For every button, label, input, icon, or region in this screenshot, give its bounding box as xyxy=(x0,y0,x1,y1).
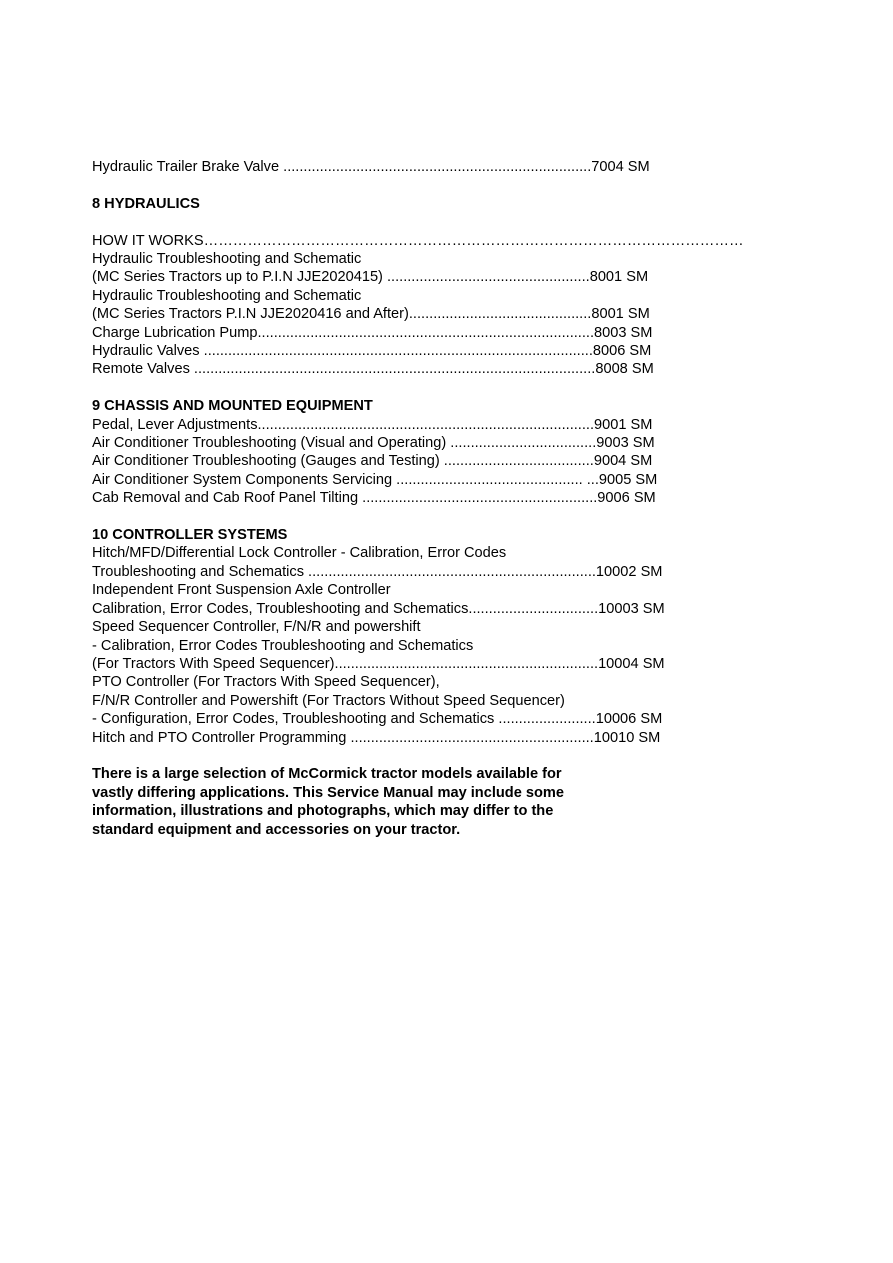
toc-entry-line: Remote Valves ...................................................................................................8008 SM xyxy=(92,361,654,378)
notice-paragraph xyxy=(92,765,732,839)
toc-entry-line: Independent Front Suspension Axle Controller xyxy=(92,582,391,599)
toc-entry-line: Hitch and PTO Controller Programming ............................................................10010 SM xyxy=(92,729,661,746)
toc-entry-line: Hydraulic Troubleshooting and Schematic xyxy=(92,251,362,267)
toc-entry-line: Pedal, Lever Adjustments...................................................................................9001 SM xyxy=(92,416,653,433)
toc-entry-line: HOW IT WORKS………………………………………………………………………………………………… xyxy=(92,232,744,249)
toc-entry-line: Calibration, Error Codes, Troubleshooting and Schematics................................10003 SM xyxy=(92,600,665,617)
spacer xyxy=(92,508,732,526)
toc-sections xyxy=(92,195,744,766)
toc-entry-line: Charge Lubrication Pump...................................................................................8003 SM xyxy=(92,324,653,341)
toc-entry-line: Speed Sequencer Controller, F/N/R and powershift xyxy=(92,619,421,636)
spacer xyxy=(92,747,732,765)
toc-entry-trailer-brake-valve: Hydraulic Trailer Brake Valve ............................................................................7004 SM xyxy=(92,159,650,175)
section-heading: 9 CHASSIS AND MOUNTED EQUIPMENT xyxy=(92,398,373,415)
toc-entry-line: PTO Controller (For Tractors With Speed Sequencer), xyxy=(92,674,440,691)
toc-entry-line: Troubleshooting and Schematics .......................................................................10002 SM xyxy=(92,563,663,580)
toc-entry-line: (MC Series Tractors P.I.N JJE2020416 and After).............................................8001 SM xyxy=(92,306,650,323)
notice-line: standard equipment and accessories on your tractor. xyxy=(92,821,461,838)
toc-entry-line: Air Conditioner Troubleshooting (Visual and Operating) ....................................9003 SM xyxy=(92,435,655,452)
toc-entry-line: Cab Removal and Cab Roof Panel Tilting ..........................................................9006 SM xyxy=(92,490,656,507)
toc-entry-line: F/N/R Controller and Powershift (For Tractors Without Speed Sequencer) xyxy=(92,692,565,709)
notice-line: vastly differing applications. This Service Manual may include some xyxy=(92,784,565,801)
toc-entry-line: Hitch/MFD/Differential Lock Controller - Calibration, Error Codes xyxy=(92,545,507,562)
toc-entry-line: Air Conditioner Troubleshooting (Gauges and Testing) .....................................9004 SM xyxy=(92,453,653,470)
toc-entry-line: - Calibration, Error Codes Troubleshooting and Schematics xyxy=(92,637,474,654)
toc-entry-line: - Configuration, Error Codes, Troubleshooting and Schematics ........................10006 SM xyxy=(92,711,663,728)
section-heading: 8 HYDRAULICS xyxy=(92,195,200,212)
spacer xyxy=(92,176,732,194)
spacer xyxy=(92,213,732,231)
notice-line: There is a large selection of McCormick tractor models available for xyxy=(92,766,562,783)
section-heading: 10 CONTROLLER SYSTEMS xyxy=(92,527,288,544)
toc-entry-line: Hydraulic Valves ................................................................................................8006 SM xyxy=(92,343,652,360)
toc-entry-line: Air Conditioner System Components Servicing .............................................. ...9005 SM xyxy=(92,471,658,488)
notice-line: information, illustrations and photographs, which may differ to the xyxy=(92,803,554,820)
toc-entry-line: (For Tractors With Speed Sequencer).................................................................10004 SM xyxy=(92,655,665,672)
spacer xyxy=(92,379,732,397)
toc-entry-line: (MC Series Tractors up to P.I.N JJE2020415) ..................................................8001 SM xyxy=(92,269,649,286)
toc-entry-line: Hydraulic Troubleshooting and Schematic xyxy=(92,287,362,304)
document-page xyxy=(92,158,744,839)
